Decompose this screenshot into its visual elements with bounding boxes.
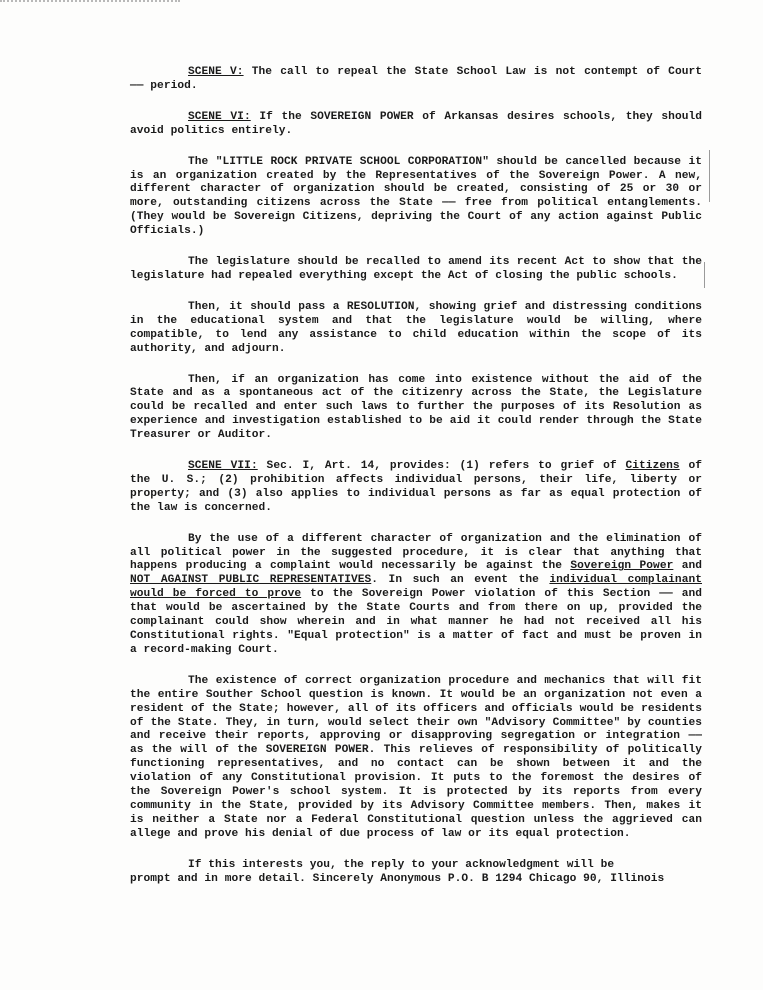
power-text-c: . In such an event the (371, 574, 550, 587)
closing-line-2: prompt and in more detail. Sincerely Anonymous P.O. B 1294 Chicago 90, Illinois (130, 872, 665, 885)
corporation-paragraph: The "LITTLE ROCK PRIVATE SCHOOL CORPORATION" should be cancelled because it is an organization created by the Representatives of the Sovereign Power. A new, different character of organization should be created, consisting of 25 or 30 or more, outstanding citizens across the State —— free from political entanglements. (They would be Sovereign Citizens, depriving the Court of any action against Public Officials.) (130, 155, 702, 238)
closing-line-1: If this interests you, the reply to your acknowledgment will be (188, 858, 615, 871)
power-text-d: to the Sovereign Power violation of this Section —— and that would be ascertained by the State Courts and from there on up, provided the complainant could show wherein and in what manner he had not received all his Constitutional rights. "Equal protection" is a matter of fact and must be proven in a record-making Court. (130, 588, 702, 656)
complainant-underlined: individual complainant would be forced to prove (130, 574, 702, 601)
scene-vi-heading: SCENE VI: (188, 110, 251, 123)
existence-paragraph: The existence of correct organization procedure and mechanics that will fit the entire Souther School question is known. It would be an organization not even a resident of the State; however, all of its officers and officials would be residents of the State. They, in turn, would select their own "Advisory Committee" by counties and receive their reports, approving or disapproving segregation or integration —— as the will of the SOVEREIGN POWER. This relieves of responsibility of politically functioning representatives, and no contact can be shown between it and the violation of any Constitutional provision. It puts to the foremost the desires of the Sovereign Power's school system. It is protected by its reports from every community in the State, provided by its Advisory Committee members. Then, makes it is neither a State nor a Federal Constitutional question unless the aggrieved can allege and prove his denial of due process of law or its equal protection. (130, 674, 702, 840)
margin-mark (704, 262, 705, 288)
scene-vi-paragraph (130, 111, 702, 139)
scene-v-paragraph (130, 66, 702, 94)
scan-edge-dots (0, 0, 180, 5)
sovereign-power-paragraph (130, 533, 702, 658)
sovereign-power-underlined: Sovereign Power (570, 560, 674, 573)
power-text-a: By the use of a different character of organization and the elimination of all political power in the suggested procedure, it is clear that anything that happens producing a complaint would necessarily be against the (130, 532, 702, 573)
scene-vii-heading: SCENE VII: (188, 460, 258, 473)
power-text-b: and (673, 560, 702, 573)
citizens-underlined: Citizens (625, 460, 680, 473)
resolution-paragraph: Then, it should pass a RESOLUTION, showing grief and distressing conditions in the educational system and that the legislature would be willing, where compatible, to lend any assistance to child education within the scope of its authority, and adjourn. (130, 300, 702, 355)
scene-vii-text-b: of the U. S.; (2) prohibition affects individual persons, their life, liberty or property; and (3) also applies to individual persons as far as equal protection of the law is concerned. (130, 460, 702, 514)
not-against-underlined: NOT AGAINST PUBLIC REPRESENTATIVES (130, 574, 372, 587)
scene-v-text: The call to repeal the State School Law is not contempt of Court —— period. (130, 66, 702, 92)
scene-vii-paragraph (130, 460, 702, 516)
letter-body (130, 66, 702, 904)
scene-vii-text-a: Sec. I, Art. 14, provides: (1) refers to grief of (257, 460, 626, 473)
organization-paragraph: Then, if an organization has come into existence without the aid of the State and as a spontaneous act of the citizenry across the State, the Legislature could be recalled and enter such laws to further the purposes of its Resolution as experience and investigation established to be aid it could render through the State Treasurer or Auditor. (130, 373, 702, 442)
scene-v-heading: SCENE V: (188, 66, 244, 78)
margin-mark (709, 150, 710, 202)
closing-paragraph (130, 859, 702, 887)
scene-vi-text: If the SOVEREIGN POWER of Arkansas desires schools, they should avoid politics entirely. (130, 110, 702, 137)
legislature-paragraph: The legislature should be recalled to amend its recent Act to show that the legislature had repealed everything except the Act of closing the public schools. (130, 256, 702, 282)
